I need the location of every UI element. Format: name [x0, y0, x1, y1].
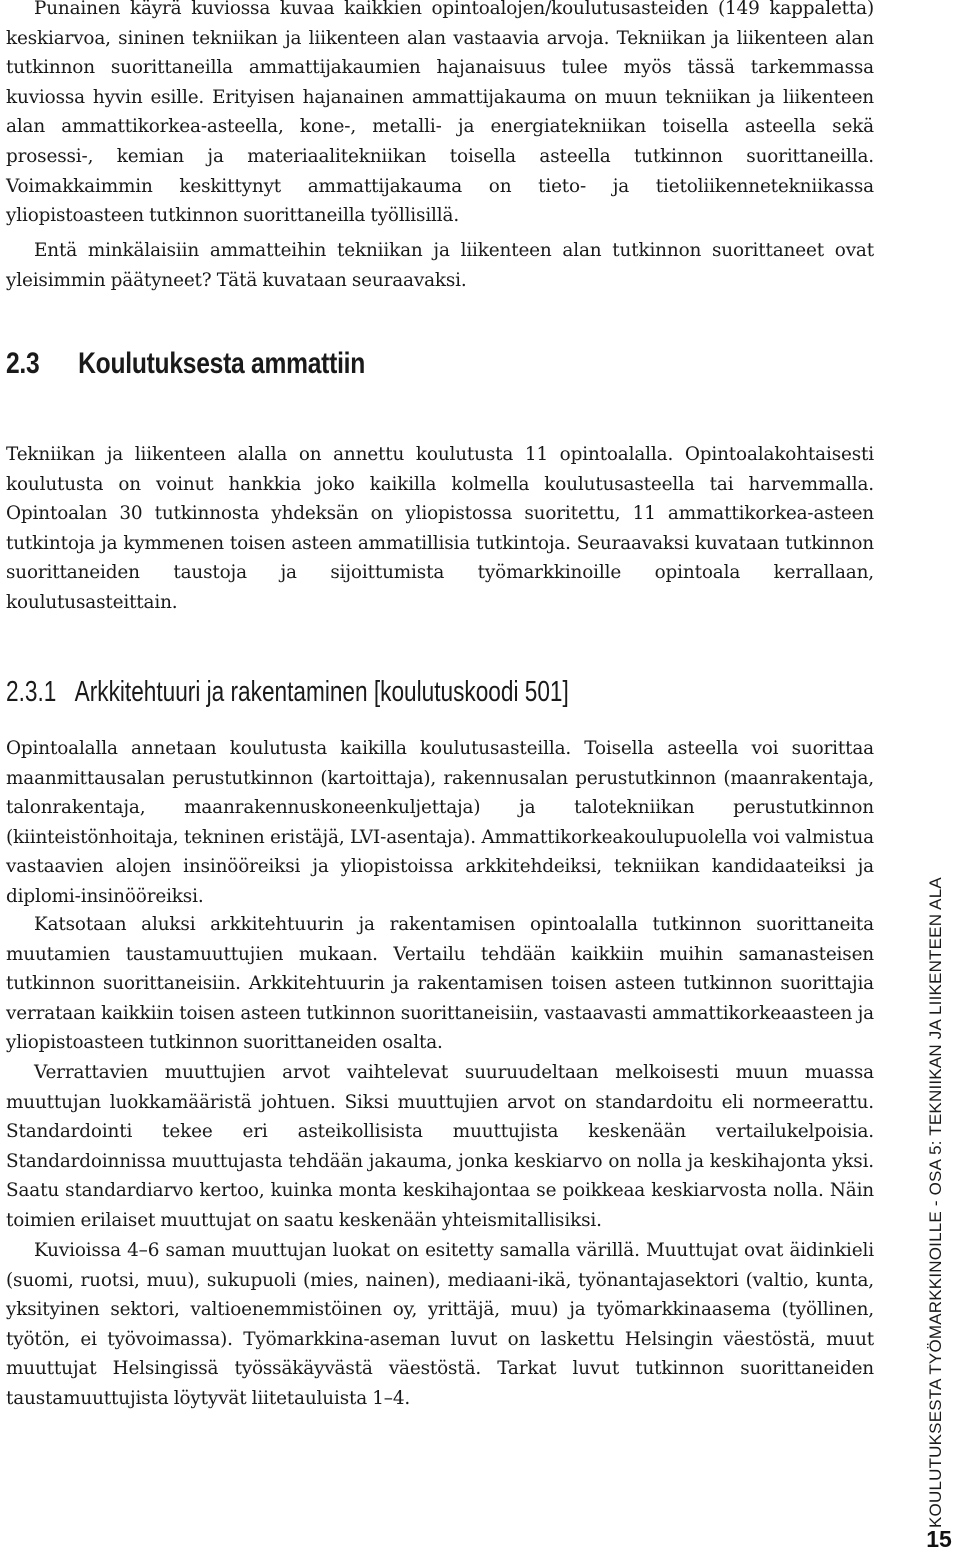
paragraph-katsotaan: Katsotaan aluksi arkkitehtuurin ja rakentamisen opintoalalla tutkinnon suorittaneita muutamien taustamuuttujien mukaan. Vertailu tehdään kaikkiin muihin samanasteisen tutkinnon suorittaneisiin. Arkkitehtuurin ja rakentamisen toisen asteen tutkinnon suorittajia verrataan kaikkiin toisen asteen tutkinnon suorittaneisiin, vastaavasti ammattikorkeaasteen ja yliopistoasteen tutkinnon suorittaneiden osalta. [6, 914, 874, 1054]
paragraph-kuvioissa: Kuvioissa 4–6 saman muuttujan luokat on esitetty samalla värillä. Muuttujat ovat äidinkieli (suomi, ruotsi, muu), sukupuoli (mies, nainen), mediaani-ikä, työnantajasektori (valtio, kunta, yksityinen sektori, valtioenemmistöinen oy, yrittäjä, muu) ja työmarkkinaasema (työllinen, työtön, ei työvoimassa). Työmarkkina-aseman luvut on laskettu Helsingin väestöstä, muut muuttujat Helsingissä työssäkäyvästä väestöstä. Tarkat luvut tutkinnon suorittaneiden taustamuuttujista löytyvät liitetauluista 1–4. [6, 1240, 874, 1409]
section-title: Koulutuksesta ammattiin [78, 347, 366, 380]
section-number: 2.3 [6, 347, 40, 380]
paragraph-top: Punainen käyrä kuviossa kuvaa kaikkien opintoalojen/koulutusasteiden (149 kappaletta) keskiarvoa, sininen tekniikan ja liikenteen alan vastaavia arvoja. Tekniikan ja liikenteen alan tutkinnon suorittaneilla ammattijakaumien hajanaisuus tulee myös tässä tarkemmassa kuviossa hyvin esille. Erityisen hajanainen ammattijakauma on muun tekniikan ja liikenteen alan ammattikorkea-asteella, kone-, metalli- ja energiatekniikan toisella asteella sekä prosessi-, kemian ja materiaalitekniikan toisella asteella tutkinnon suorittaneilla. Voimakkaimmin keskittynyt ammattijakauma on tieto- ja tietoliikennetekniikassa yliopistoasteen tutkinnon suorittaneilla työllisillä. [6, 0, 874, 227]
running-side-title: KOULUTUKSESTA TYÖMARKKINOILLE - OSA 5: TEKNIIKAN JA LIIKENTEEN ALA [926, 877, 945, 1528]
subsection-title: Arkkitehtuuri ja rakentaminen [koulutuskoodi 501] [74, 676, 569, 708]
paragraph-section-2-3: Tekniikan ja liikenteen alalla on annettu koulutusta 11 opintoalalla. Opintoalakohtaisesti koulutusta on voinut hankkia joko kaikilla kolmella koulutusasteella tai harvemmalla. Opintoalan 30 tutkinnosta yhdeksän on yliopistossa suoritettu, 11 ammattikorkea-asteen tutkintoja ja kymmenen toisen asteen ammatillisia tutkintoja. Seuraavaksi kuvataan tutkinnon suorittaneiden taustoja ja sijoittumista työmarkkinoille opintoala kerrallaan, koulutusasteittain. [6, 444, 874, 613]
paragraph-intro: Entä minkälaisiin ammatteihin tekniikan ja liikenteen alan tutkinnon suorittaneet ovat yleisimmin päätyneet? Tätä kuvataan seuraavaksi. [6, 240, 874, 291]
section-heading-2-3 [6, 346, 365, 382]
paragraph-section-2-3-1: Opintoalalla annetaan koulutusta kaikilla koulutusasteilla. Toisella asteella voi suorittaa maanmittausalan perustutkinnon (kartoittaja), rakennusalan perustutkinnon (maanrakentaja, talonrakentaja, maanrakennuskoneenkuljettaja) ja talotekniikan perustutkinnon (kiinteistönhoitaja, tekninen eristäjä, LVI-asentaja). Ammattikorkeakoulupuolella voi valmistua vastaavien alojen insinööreiksi ja yliopistoissa arkkitehdeiksi, tekniikan kandidaateiksi ja diplomi-insinööreiksi. [6, 738, 874, 907]
subsection-heading-2-3-1 [6, 674, 569, 710]
page-number: 15 [926, 1526, 952, 1552]
subsection-number: 2.3.1 [6, 676, 57, 708]
paragraph-verrattavien: Verrattavien muuttujien arvot vaihtelevat suuruudeltaan melkoisesti muun muassa muuttujan luokkamääristä johtuen. Siksi muuttujien arvot on standardoitu eli normeerattu. Standardointi tekee eri asteikollisista muuttujista keskenään vertailukelpoisia. Standardoinnissa muuttujasta tehdään jakauma, jonka keskiarvo on nolla ja keskihajonta yksi. Saatu standardiarvo kertoo, kuinka monta keskihajontaa se poikkeaa keskiarvosta nolla. Näin toimien erilaiset muuttujat on saatu keskenään yhteismitallisiksi. [6, 1062, 874, 1231]
